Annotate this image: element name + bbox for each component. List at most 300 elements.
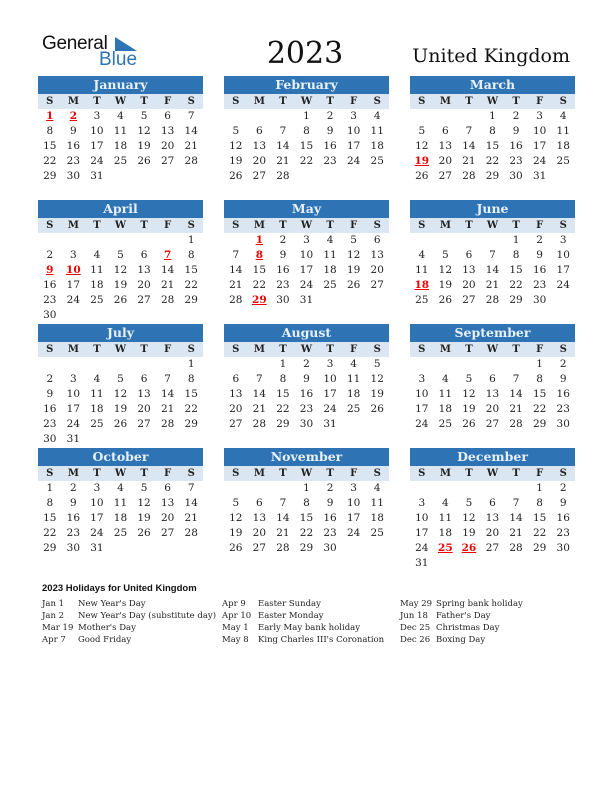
day: 21	[276, 155, 290, 167]
day: 27	[462, 294, 476, 306]
day: 29	[485, 170, 500, 182]
day: 9	[70, 125, 77, 137]
day: 2	[326, 482, 334, 494]
holiday-day: 1	[46, 110, 54, 122]
day: 26	[229, 542, 243, 554]
day: 27	[485, 418, 500, 430]
day: 10	[323, 373, 337, 385]
holiday-day: 18	[414, 279, 430, 291]
holiday-item	[400, 610, 523, 622]
holiday-column	[42, 598, 216, 646]
empty-cell	[271, 481, 295, 496]
weekday-label: T	[140, 344, 148, 355]
day: 22	[509, 279, 523, 291]
day: 18	[438, 527, 453, 539]
weekday-label: T	[93, 220, 101, 231]
day: 17	[90, 140, 104, 152]
day: 30	[276, 294, 290, 306]
day: 2	[536, 234, 543, 246]
day: 17	[299, 264, 314, 276]
day: 22	[299, 155, 314, 167]
weekday-label: S	[232, 344, 240, 355]
day: 5	[350, 234, 357, 246]
weekday-label: W	[300, 96, 313, 107]
day: 15	[252, 264, 267, 276]
day: 19	[370, 388, 384, 400]
day: 26	[346, 279, 361, 291]
day: 13	[160, 125, 175, 137]
day: 1	[187, 234, 195, 246]
day: 24	[323, 403, 337, 415]
day: 14	[485, 264, 500, 276]
day: 18	[556, 140, 570, 152]
holidays-title: 2023 Holidays for United Kingdom	[42, 583, 197, 594]
weekday-label: S	[559, 220, 567, 231]
day: 15	[299, 140, 314, 152]
day-grid	[38, 357, 203, 447]
weekday-label: S	[559, 96, 567, 107]
weekday-label: T	[279, 220, 287, 231]
day: 5	[373, 358, 381, 370]
day: 8	[46, 125, 54, 137]
holiday-item	[42, 610, 216, 622]
day: 4	[418, 249, 426, 261]
day: 29	[299, 542, 314, 554]
day: 22	[184, 403, 198, 415]
day: 26	[137, 155, 151, 167]
day: 14	[160, 388, 175, 400]
day: 14	[276, 140, 290, 152]
holiday-name: Boxing Day	[436, 635, 486, 645]
weekday-label: T	[93, 344, 101, 355]
day: 12	[438, 264, 453, 276]
weekday-label: F	[350, 220, 358, 231]
month-september	[410, 324, 575, 432]
day: 19	[462, 403, 476, 415]
day: 26	[438, 294, 453, 306]
country-title: United Kingdom	[412, 45, 570, 67]
day: 16	[66, 512, 81, 524]
day: 25	[415, 294, 429, 306]
weekday-label: T	[93, 96, 101, 107]
day: 31	[90, 170, 104, 182]
weekday-label: F	[536, 220, 544, 231]
day: 13	[438, 140, 453, 152]
day: 27	[160, 527, 175, 539]
holiday-date: Apr 10	[222, 611, 252, 621]
day: 29	[43, 170, 57, 182]
weekday-label: W	[300, 220, 313, 231]
day: 9	[536, 249, 543, 261]
day: 18	[113, 512, 128, 524]
day: 18	[90, 403, 104, 415]
day: 11	[346, 373, 361, 385]
day: 30	[43, 433, 57, 445]
day: 22	[532, 403, 547, 415]
day: 14	[509, 388, 523, 400]
weekday-label: F	[536, 468, 544, 479]
day: 12	[137, 125, 151, 137]
day: 8	[536, 373, 543, 385]
day: 5	[465, 497, 473, 509]
day: 2	[326, 110, 334, 122]
day: 31	[323, 418, 337, 430]
day: 27	[252, 170, 267, 182]
weekday-label: W	[300, 468, 313, 479]
holiday-item	[42, 622, 216, 634]
day: 6	[465, 249, 473, 261]
holiday-item	[222, 622, 384, 634]
month-header: November	[224, 448, 389, 466]
day: 27	[252, 542, 267, 554]
day: 8	[46, 497, 54, 509]
day: 10	[346, 497, 361, 509]
weekday-row	[410, 218, 575, 233]
day: 18	[370, 512, 384, 524]
empty-cell	[410, 357, 434, 372]
day: 17	[415, 403, 429, 415]
day: 6	[489, 373, 496, 385]
day: 10	[66, 388, 81, 400]
weekday-label: T	[326, 220, 334, 231]
day: 20	[160, 512, 175, 524]
day: 22	[252, 279, 267, 291]
holiday-item	[400, 622, 523, 634]
day: 10	[556, 249, 570, 261]
day: 11	[438, 512, 453, 524]
day: 23	[323, 527, 337, 539]
empty-cell	[62, 357, 86, 372]
day: 4	[326, 234, 334, 246]
weekday-label: T	[465, 96, 473, 107]
day: 8	[187, 249, 195, 261]
day: 22	[276, 403, 290, 415]
day: 8	[303, 497, 310, 509]
weekday-label: W	[486, 220, 499, 231]
day: 9	[46, 388, 54, 400]
day: 11	[90, 264, 104, 276]
day: 11	[113, 497, 128, 509]
logo-text-blue: Blue	[99, 49, 138, 70]
day: 23	[43, 294, 57, 306]
weekday-label: T	[465, 344, 473, 355]
weekday-row	[38, 218, 203, 233]
weekday-label: T	[512, 220, 520, 231]
weekday-label: S	[187, 96, 195, 107]
holiday-date: May 8	[222, 635, 249, 645]
day: 31	[299, 294, 314, 306]
day: 21	[184, 140, 198, 152]
weekday-label: T	[140, 220, 148, 231]
day: 11	[438, 388, 453, 400]
month-header: December	[410, 448, 575, 466]
weekday-label: W	[114, 220, 127, 231]
day: 30	[66, 170, 81, 182]
day: 24	[346, 155, 361, 167]
day: 22	[485, 155, 500, 167]
day: 3	[70, 249, 77, 261]
holiday-item	[400, 634, 523, 646]
weekday-label: T	[465, 468, 473, 479]
day: 4	[117, 482, 124, 494]
empty-cell	[132, 357, 156, 372]
day: 7	[512, 373, 520, 385]
day: 13	[462, 264, 476, 276]
weekday-label: F	[350, 344, 358, 355]
day: 13	[252, 512, 267, 524]
weekday-label: T	[465, 220, 473, 231]
weekday-label: M	[67, 220, 79, 231]
weekday-label: M	[67, 468, 79, 479]
day: 5	[140, 110, 148, 122]
empty-cell	[434, 109, 458, 124]
day: 30	[299, 418, 314, 430]
month-november	[224, 448, 389, 556]
day: 15	[509, 264, 523, 276]
day: 18	[346, 388, 361, 400]
month-header: January	[38, 76, 203, 94]
day: 23	[276, 279, 290, 291]
day: 1	[46, 482, 54, 494]
day: 19	[462, 527, 476, 539]
day: 28	[160, 418, 175, 430]
day: 14	[184, 125, 198, 137]
day: 9	[326, 497, 334, 509]
day: 10	[346, 125, 361, 137]
weekday-label: W	[114, 468, 127, 479]
day: 11	[370, 125, 384, 137]
empty-cell	[248, 481, 272, 496]
day: 4	[442, 497, 449, 509]
day-grid	[410, 357, 575, 432]
day: 21	[485, 279, 500, 291]
day: 16	[323, 140, 337, 152]
weekday-label: T	[140, 96, 148, 107]
empty-cell	[410, 481, 434, 496]
day: 7	[256, 373, 263, 385]
day: 16	[276, 264, 290, 276]
day: 20	[160, 140, 175, 152]
day: 29	[184, 294, 198, 306]
day: 14	[509, 512, 523, 524]
day: 1	[489, 110, 496, 122]
empty-cell	[457, 109, 481, 124]
day: 12	[346, 249, 361, 261]
empty-cell	[434, 481, 458, 496]
day: 27	[137, 418, 151, 430]
day: 29	[43, 542, 57, 554]
day-grid	[410, 481, 575, 571]
empty-cell	[38, 357, 62, 372]
weekday-row	[38, 466, 203, 481]
weekday-row	[410, 94, 575, 109]
day: 25	[346, 403, 361, 415]
day: 2	[559, 482, 567, 494]
day: 25	[370, 155, 384, 167]
day-grid	[410, 233, 575, 308]
day: 12	[113, 388, 128, 400]
day: 3	[303, 234, 310, 246]
weekday-label: S	[373, 344, 381, 355]
day: 3	[418, 373, 426, 385]
weekday-row	[224, 218, 389, 233]
weekday-label: M	[253, 220, 265, 231]
day: 9	[512, 125, 520, 137]
day: 6	[232, 373, 240, 385]
empty-cell	[38, 233, 62, 248]
day: 16	[43, 279, 57, 291]
day: 8	[512, 249, 520, 261]
day: 28	[509, 418, 523, 430]
day: 3	[70, 373, 77, 385]
day: 16	[509, 140, 523, 152]
day: 24	[66, 418, 81, 430]
day: 14	[229, 264, 243, 276]
day: 24	[556, 279, 570, 291]
day: 2	[70, 482, 77, 494]
holiday-day: 2	[69, 110, 77, 122]
holiday-item	[222, 598, 384, 610]
weekday-row	[410, 342, 575, 357]
holiday-date: May 29	[400, 599, 433, 609]
day: 29	[509, 294, 523, 306]
day: 5	[232, 125, 240, 137]
weekday-label: F	[350, 96, 358, 107]
logo-text-general: General	[42, 33, 108, 54]
day: 28	[276, 170, 290, 182]
day: 18	[370, 140, 384, 152]
day: 15	[184, 264, 198, 276]
weekday-label: S	[418, 220, 426, 231]
day: 5	[418, 125, 426, 137]
weekday-label: S	[232, 468, 240, 479]
day: 4	[93, 249, 101, 261]
day: 10	[299, 249, 314, 261]
weekday-label: S	[418, 468, 426, 479]
day: 17	[90, 512, 104, 524]
day: 22	[43, 155, 57, 167]
weekday-label: W	[486, 468, 499, 479]
holiday-name: King Charles III's Coronation	[258, 635, 385, 645]
day: 30	[43, 309, 57, 321]
empty-cell	[457, 481, 481, 496]
holiday-day: 10	[66, 264, 81, 276]
day: 21	[160, 403, 175, 415]
holiday-date: Jan 2	[42, 611, 65, 621]
day: 22	[43, 527, 57, 539]
weekday-label: S	[46, 220, 54, 231]
day: 12	[415, 140, 429, 152]
day: 24	[346, 527, 361, 539]
weekday-label: F	[164, 468, 172, 479]
month-march	[410, 76, 575, 184]
day: 12	[462, 388, 476, 400]
holiday-day: 8	[255, 249, 263, 261]
weekday-label: S	[232, 220, 240, 231]
day: 27	[229, 418, 243, 430]
weekday-label: F	[164, 96, 172, 107]
day-grid	[224, 481, 389, 556]
day: 15	[532, 512, 547, 524]
day: 12	[462, 512, 476, 524]
day: 26	[229, 170, 243, 182]
day: 20	[137, 279, 151, 291]
weekday-row	[224, 342, 389, 357]
holiday-column	[222, 598, 384, 646]
day: 26	[415, 170, 429, 182]
empty-cell	[457, 357, 481, 372]
day: 30	[556, 418, 570, 430]
day: 28	[252, 418, 267, 430]
day: 25	[90, 418, 104, 430]
empty-cell	[62, 233, 86, 248]
day: 11	[370, 497, 384, 509]
weekday-label: S	[187, 468, 195, 479]
day: 20	[370, 264, 384, 276]
day: 3	[536, 110, 543, 122]
day: 5	[117, 249, 124, 261]
day: 11	[323, 249, 337, 261]
day: 21	[462, 155, 476, 167]
day: 9	[326, 125, 334, 137]
day: 25	[370, 527, 384, 539]
holiday-day: 9	[46, 264, 54, 276]
day: 12	[229, 512, 243, 524]
holiday-name: Easter Sunday	[258, 599, 321, 609]
day: 31	[415, 557, 429, 569]
weekday-row	[224, 94, 389, 109]
day: 26	[137, 527, 151, 539]
day: 16	[43, 403, 57, 415]
day: 30	[556, 542, 570, 554]
empty-cell	[457, 233, 481, 248]
month-header: August	[224, 324, 389, 342]
holiday-column	[400, 598, 523, 646]
day: 14	[462, 140, 476, 152]
day: 17	[66, 403, 81, 415]
day: 2	[46, 249, 54, 261]
day: 7	[187, 482, 195, 494]
day: 20	[252, 155, 267, 167]
day: 12	[370, 373, 384, 385]
holiday-item	[400, 598, 523, 610]
day: 2	[46, 373, 54, 385]
day: 25	[113, 527, 128, 539]
empty-cell	[156, 357, 180, 372]
day: 20	[438, 155, 453, 167]
day: 11	[90, 388, 104, 400]
day: 14	[160, 264, 175, 276]
day: 24	[299, 279, 314, 291]
holiday-date: Mar 19	[42, 623, 74, 633]
month-header: March	[410, 76, 575, 94]
day: 7	[187, 110, 195, 122]
day: 19	[113, 279, 128, 291]
day: 13	[370, 249, 384, 261]
empty-cell	[224, 357, 248, 372]
empty-cell	[248, 357, 272, 372]
weekday-label: W	[114, 344, 127, 355]
day: 2	[559, 358, 567, 370]
day: 23	[556, 527, 570, 539]
day: 6	[442, 125, 449, 137]
day: 27	[370, 279, 384, 291]
month-header: July	[38, 324, 203, 342]
day: 23	[66, 155, 81, 167]
day: 29	[276, 418, 290, 430]
day: 7	[489, 249, 496, 261]
empty-cell	[248, 109, 272, 124]
